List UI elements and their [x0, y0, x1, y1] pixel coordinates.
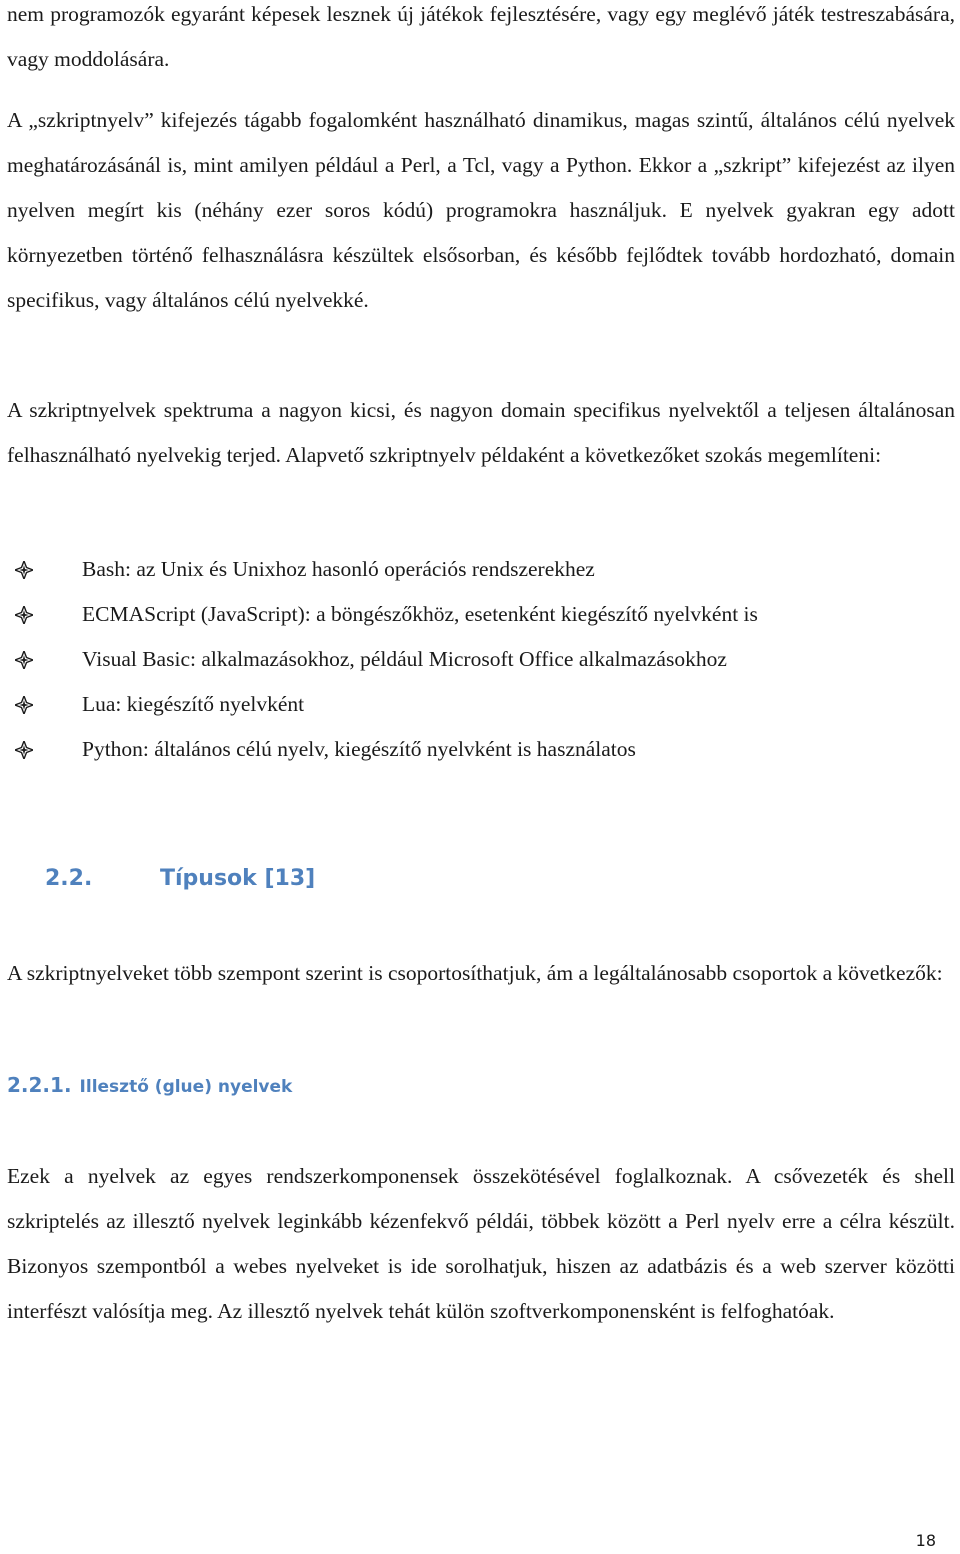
list-item-text: Python: általános célú nyelv, kiegészítő nyelvként is használatos	[82, 737, 636, 761]
list-item-text: Lua: kiegészítő nyelvként	[82, 692, 305, 716]
paragraph-scripting-language-term: A „szkriptnyelv” kifejezés tágabb fogalomként használható dinamikus, magas szintű, általános célú nyelvek meghatározásánál is, mint amilyen például a Perl, a Tcl, vagy a Python. Ekkor a „szkript” kifejezést az ilyen nyelven megírt kis (néhány ezer soros kódú) programokra használjuk. E nyelvek gyakran egy adott környezetben történő felhasználásra készültek elsősorban, és később fejlődtek tovább hordozható, domain specifikus, vagy általános célú nyelvekké.	[7, 108, 955, 312]
section-title: Típusok [13]	[160, 866, 316, 891]
section-heading	[45, 866, 315, 891]
list-item	[7, 592, 758, 637]
four-petal-diamond-icon	[15, 741, 33, 759]
paragraph-glue-languages: Ezek a nyelvek az egyes rendszerkomponensek összekötésével foglalkoznak. A csővezeték és shell szkriptelés az illesztő nyelvek leginkább kézenfekvő példái, többek között a Perl nyelv erre a célra készült. Bizonyos szempontból a webes nyelveket is ide sorolhatjuk, hiszen az adatbázis és a web szerver közötti interfészt valósítja meg. Az illesztő nyelvek tehát külön szoftverkomponensként is felfoghatóak.	[7, 1164, 955, 1323]
subsection-number: 2.2.1.	[7, 1073, 72, 1097]
list-item	[7, 682, 758, 727]
list-item	[7, 637, 758, 682]
list-item-text: Bash: az Unix és Unixhoz hasonló operációs rendszerekhez	[82, 557, 595, 581]
subsection-title: Illesztő (glue) nyelvek	[79, 1077, 293, 1097]
list-item	[7, 547, 758, 592]
paragraph-section-intro: A szkriptnyelveket több szempont szerint is csoportosíthatjuk, ám a legáltalánosabb csoportok a következők:	[7, 961, 943, 985]
four-petal-diamond-icon	[15, 606, 33, 624]
four-petal-diamond-icon	[15, 561, 33, 579]
list-item	[7, 727, 758, 772]
list-item-text: Visual Basic: alkalmazásokhoz, például Microsoft Office alkalmazásokhoz	[82, 647, 727, 671]
section-number: 2.2.	[45, 866, 93, 891]
paragraph-spectrum: A szkriptnyelvek spektruma a nagyon kicsi, és nagyon domain specifikus nyelvektől a teljesen általánosan felhasználható nyelvekig terjed. Alapvető szkriptnyelv példaként a következőket szokás megemlíteni:	[7, 398, 955, 467]
subsection-heading	[7, 1073, 292, 1097]
list-item-text: ECMAScript (JavaScript): a böngészőkhöz, esetenként kiegészítő nyelvként is	[82, 602, 758, 626]
language-example-list	[7, 547, 758, 772]
four-petal-diamond-icon	[15, 696, 33, 714]
page-number: 18	[915, 1531, 936, 1550]
four-petal-diamond-icon	[15, 651, 33, 669]
paragraph-intro-continuation: nem programozók egyaránt képesek lesznek új játékok fejlesztésére, vagy egy meglévő játék testreszabására, vagy moddolására.	[7, 2, 955, 71]
